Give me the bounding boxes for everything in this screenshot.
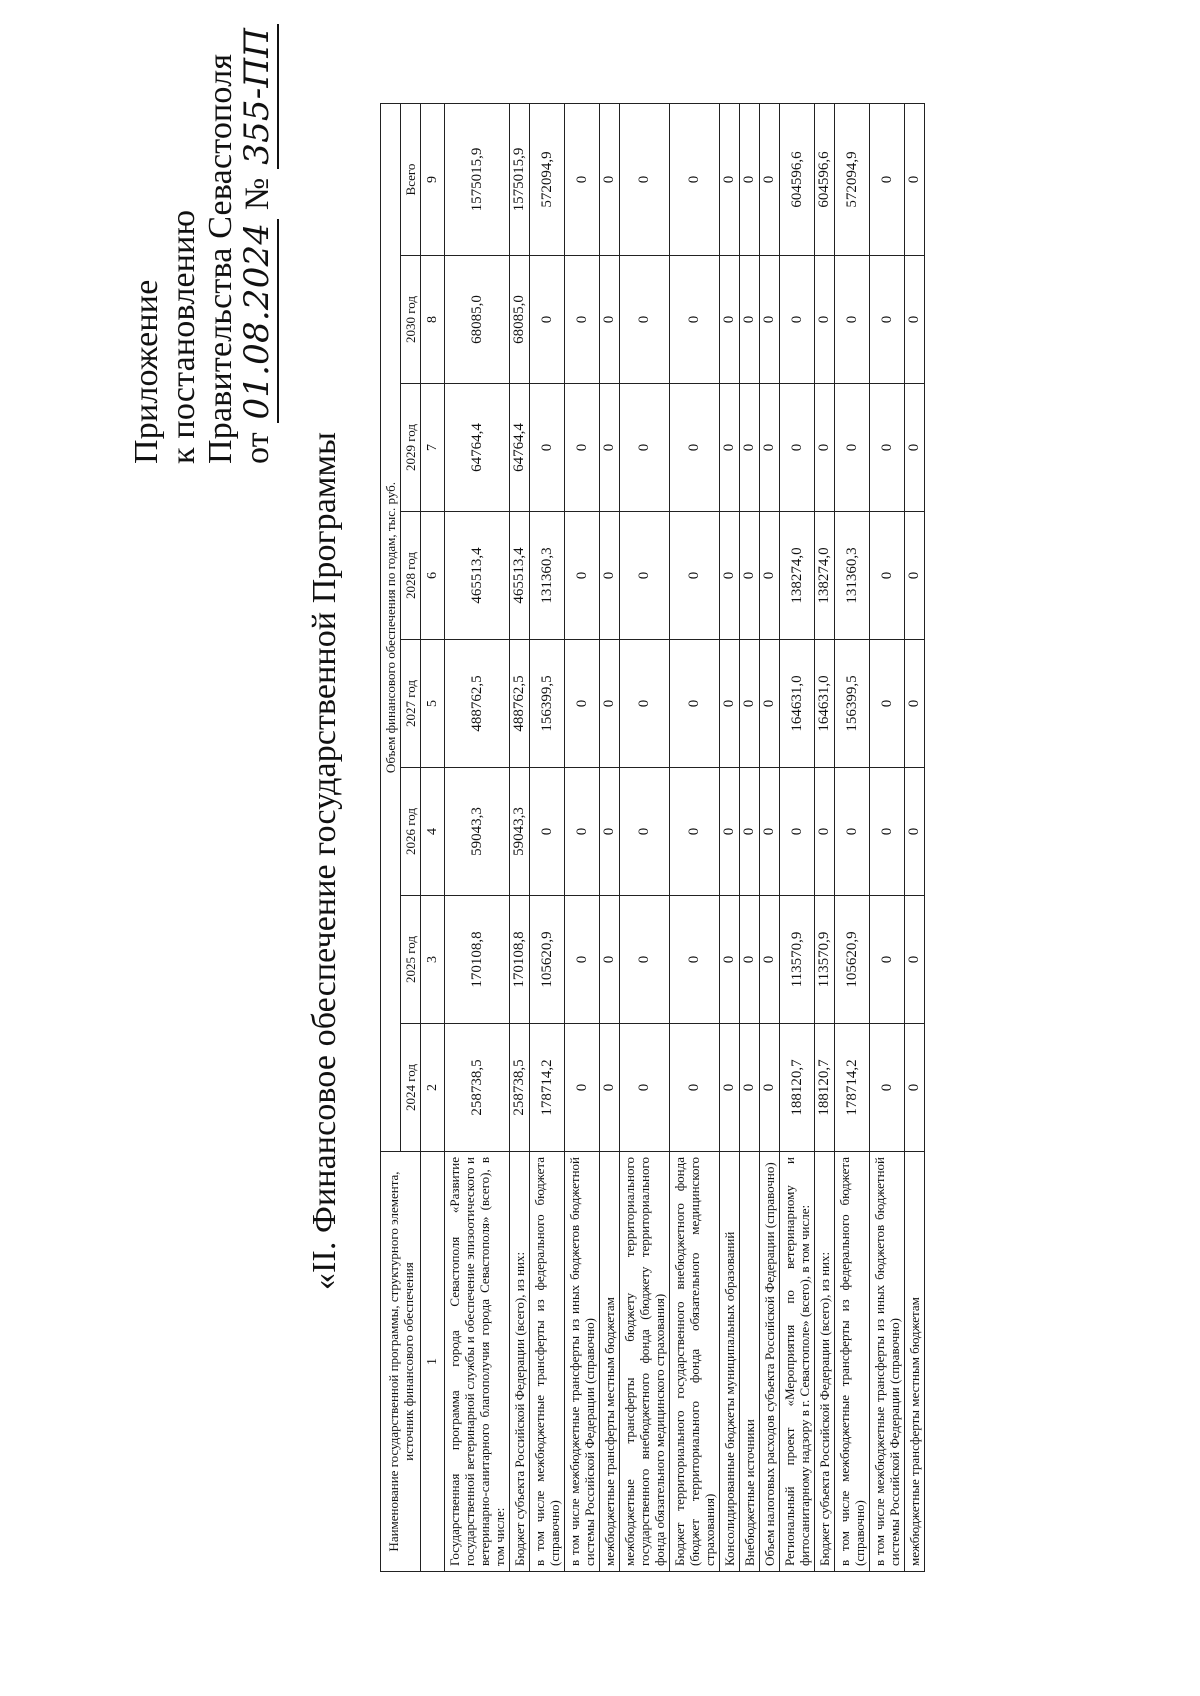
row-value: 0 [815, 256, 835, 384]
row-value: 0 [565, 256, 600, 384]
row-value: 0 [870, 896, 905, 1024]
row-value: 0 [600, 256, 620, 384]
row-value: 0 [620, 1024, 670, 1152]
annex-line-2: к постановлению [165, 209, 202, 464]
table-row [870, 104, 905, 1572]
row-value: 0 [670, 512, 720, 640]
row-name: Бюджет субъекта Российской Федерации (всего), из них: [510, 1152, 530, 1572]
row-value: 0 [720, 256, 740, 384]
row-value: 0 [905, 768, 925, 896]
table-row [445, 104, 510, 1572]
row-value: 59043,3 [510, 768, 530, 896]
row-value: 113570,9 [815, 896, 835, 1024]
row-value: 0 [620, 104, 670, 256]
row-value: 0 [870, 256, 905, 384]
row-value: 178714,2 [530, 1024, 565, 1152]
row-name: Государственная программа города Севастополя «Развитие государственной ветеринарной службы и обеспечение эпизоотического и ветеринарно-санитарного благополучия города Севастополя» (всего), в том числе: [445, 1152, 510, 1572]
row-value: 0 [620, 384, 670, 512]
row-value: 0 [720, 640, 740, 768]
row-value: 258738,5 [445, 1024, 510, 1152]
row-value: 0 [530, 384, 565, 512]
row-value: 0 [835, 256, 870, 384]
row-value: 0 [600, 896, 620, 1024]
row-value: 164631,0 [815, 640, 835, 768]
row-value: 0 [815, 768, 835, 896]
row-value: 0 [870, 384, 905, 512]
column-number: 3 [421, 896, 445, 1024]
table-row [760, 104, 780, 1572]
row-value: 0 [905, 104, 925, 256]
row-name: Консолидированные бюджеты муниципальных образований [720, 1152, 740, 1572]
table-row [530, 104, 565, 1572]
row-value: 0 [905, 896, 925, 1024]
row-value: 0 [670, 256, 720, 384]
row-value: 0 [760, 256, 780, 384]
row-value: 0 [720, 768, 740, 896]
column-number-row [421, 104, 445, 1572]
row-name: Бюджет субъекта Российской Федерации (всего), из них: [815, 1152, 835, 1572]
row-value: 131360,3 [530, 512, 565, 640]
row-value: 0 [620, 896, 670, 1024]
row-value: 604596,6 [815, 104, 835, 256]
row-value: 465513,4 [445, 512, 510, 640]
year-header: 2025 год [401, 896, 421, 1024]
row-value: 0 [740, 1024, 760, 1152]
column-number: 2 [421, 1024, 445, 1152]
row-value: 138274,0 [815, 512, 835, 640]
row-value: 0 [620, 768, 670, 896]
volume-header: Объем финансового обеспечения по годам, тыс. руб. [381, 104, 401, 1152]
row-value: 105620,9 [530, 896, 565, 1024]
annex-line-3: Правительства Севастополя [202, 53, 239, 464]
row-value: 188120,7 [780, 1024, 815, 1152]
row-value: 138274,0 [780, 512, 815, 640]
row-value: 0 [740, 384, 760, 512]
row-value: 0 [670, 104, 720, 256]
column-number: 6 [421, 512, 445, 640]
row-value: 0 [760, 512, 780, 640]
row-value: 105620,9 [835, 896, 870, 1024]
row-value: 0 [530, 768, 565, 896]
year-header: 2028 год [401, 512, 421, 640]
row-value: 0 [565, 512, 600, 640]
table-row [510, 104, 530, 1572]
row-value: 0 [815, 384, 835, 512]
row-value: 178714,2 [835, 1024, 870, 1152]
row-name: в том числе межбюджетные трансферты из иных бюджетов бюджетной системы Российской Федерации (справочно) [870, 1152, 905, 1572]
annex-number-prefix: № [239, 177, 276, 211]
row-value: 0 [600, 768, 620, 896]
table-row [720, 104, 740, 1572]
row-value: 465513,4 [510, 512, 530, 640]
row-value: 0 [670, 384, 720, 512]
row-value: 59043,3 [445, 768, 510, 896]
row-value: 156399,5 [835, 640, 870, 768]
row-value: 68085,0 [510, 256, 530, 384]
row-value: 0 [740, 256, 760, 384]
row-name: межбюджетные трансферты местным бюджетам [600, 1152, 620, 1572]
column-number: 7 [421, 384, 445, 512]
financing-table [380, 103, 925, 1572]
year-header: 2027 год [401, 640, 421, 768]
row-value: 0 [670, 768, 720, 896]
row-value: 604596,6 [780, 104, 815, 256]
row-value: 0 [670, 1024, 720, 1152]
row-value: 0 [905, 512, 925, 640]
table-row [740, 104, 760, 1572]
row-value: 0 [620, 512, 670, 640]
row-value: 0 [870, 104, 905, 256]
row-value: 1575015,9 [445, 104, 510, 256]
row-value: 0 [565, 896, 600, 1024]
row-value: 131360,3 [835, 512, 870, 640]
row-value: 0 [600, 1024, 620, 1152]
annex-date: 01.08.2024 [237, 219, 279, 424]
row-name: Внебюджетные источники [740, 1152, 760, 1572]
row-value: 0 [740, 896, 760, 1024]
row-value: 170108,8 [510, 896, 530, 1024]
row-value: 0 [720, 1024, 740, 1152]
table-row [905, 104, 925, 1572]
row-value: 488762,5 [510, 640, 530, 768]
row-value: 188120,7 [815, 1024, 835, 1152]
column-number: 1 [421, 1152, 445, 1572]
row-value: 0 [760, 896, 780, 1024]
row-value: 64764,4 [510, 384, 530, 512]
row-value: 0 [835, 768, 870, 896]
section-title: «II. Финансовое обеспечение государственной Программы [306, 431, 343, 1291]
row-value: 0 [870, 768, 905, 896]
row-value: 0 [780, 768, 815, 896]
table-row [620, 104, 670, 1572]
row-value: 0 [530, 256, 565, 384]
column-number: 4 [421, 768, 445, 896]
row-value: 0 [870, 640, 905, 768]
row-value: 0 [720, 896, 740, 1024]
row-name: в том числе межбюджетные трансферты из иных бюджетов бюджетной системы Российской Федерации (справочно) [565, 1152, 600, 1572]
row-value: 0 [670, 640, 720, 768]
row-value: 488762,5 [445, 640, 510, 768]
name-column-header: Наименование государственной программы, структурного элемента, источник финансового обеспечения [381, 1152, 421, 1572]
row-value: 0 [905, 256, 925, 384]
row-value: 572094,9 [835, 104, 870, 256]
row-value: 0 [760, 104, 780, 256]
row-value: 0 [760, 640, 780, 768]
year-header: Всего [401, 104, 421, 256]
row-value: 0 [600, 512, 620, 640]
row-value: 0 [760, 768, 780, 896]
row-value: 64764,4 [445, 384, 510, 512]
row-value: 0 [565, 384, 600, 512]
annex-date-line [239, 24, 276, 464]
row-value: 0 [780, 384, 815, 512]
row-value: 0 [620, 256, 670, 384]
year-header: 2026 год [401, 768, 421, 896]
table-row [565, 104, 600, 1572]
column-number: 8 [421, 256, 445, 384]
row-value: 0 [740, 768, 760, 896]
row-value: 1575015,9 [510, 104, 530, 256]
year-header: 2030 год [401, 256, 421, 384]
row-value: 258738,5 [510, 1024, 530, 1152]
row-value: 0 [565, 640, 600, 768]
row-value: 0 [760, 1024, 780, 1152]
column-number: 5 [421, 640, 445, 768]
row-value: 0 [600, 384, 620, 512]
row-value: 0 [565, 1024, 600, 1152]
row-value: 0 [760, 384, 780, 512]
row-value: 0 [870, 1024, 905, 1152]
table-row [780, 104, 815, 1572]
row-name: межбюджетные трансферты бюджету территориального государственного внебюджетного фонда (бюджету территориального фонда обязательного медицинского страхования) [620, 1152, 670, 1572]
row-value: 0 [740, 512, 760, 640]
table-row [835, 104, 870, 1572]
row-value: 0 [905, 640, 925, 768]
row-value: 170108,8 [445, 896, 510, 1024]
table-row [670, 104, 720, 1572]
row-name: межбюджетные трансферты местным бюджетам [905, 1152, 925, 1572]
row-value: 0 [835, 384, 870, 512]
year-header: 2029 год [401, 384, 421, 512]
row-value: 572094,9 [530, 104, 565, 256]
row-value: 0 [600, 640, 620, 768]
row-value: 0 [720, 512, 740, 640]
annex-date-prefix: от [239, 432, 276, 464]
annex-line-1: Приложение [128, 279, 165, 464]
table-row [815, 104, 835, 1572]
row-value: 0 [780, 256, 815, 384]
row-value: 0 [670, 896, 720, 1024]
row-value: 0 [740, 104, 760, 256]
row-name: Региональный проект «Мероприятия по ветеринарному и фитосанитарному надзору в г. Севастополе» (всего), в том числе: [780, 1152, 815, 1572]
row-value: 156399,5 [530, 640, 565, 768]
row-name: Объем налоговых расходов субъекта Российской Федерации (справочно) [760, 1152, 780, 1572]
row-value: 0 [620, 640, 670, 768]
row-name: в том числе межбюджетные трансферты из федерального бюджета (справочно) [530, 1152, 565, 1572]
row-value: 0 [565, 768, 600, 896]
row-value: 0 [905, 384, 925, 512]
row-value: 0 [720, 384, 740, 512]
annex-block [128, 24, 276, 464]
row-value: 0 [720, 104, 740, 256]
table-row [600, 104, 620, 1572]
annex-number: 355-ПП [237, 24, 279, 169]
table-body [445, 104, 925, 1572]
row-name: Бюджет территориального государственного внебюджетного фонда (бюджет территориального фонда обязательного медицинского страхования) [670, 1152, 720, 1572]
row-value: 68085,0 [445, 256, 510, 384]
row-value: 164631,0 [780, 640, 815, 768]
row-name: в том числе межбюджетные трансферты из федерального бюджета (справочно) [835, 1152, 870, 1572]
row-value: 0 [870, 512, 905, 640]
column-number: 9 [421, 104, 445, 256]
year-header: 2024 год [401, 1024, 421, 1152]
row-value: 0 [740, 640, 760, 768]
row-value: 0 [565, 104, 600, 256]
row-value: 0 [600, 104, 620, 256]
row-value: 0 [905, 1024, 925, 1152]
row-value: 113570,9 [780, 896, 815, 1024]
